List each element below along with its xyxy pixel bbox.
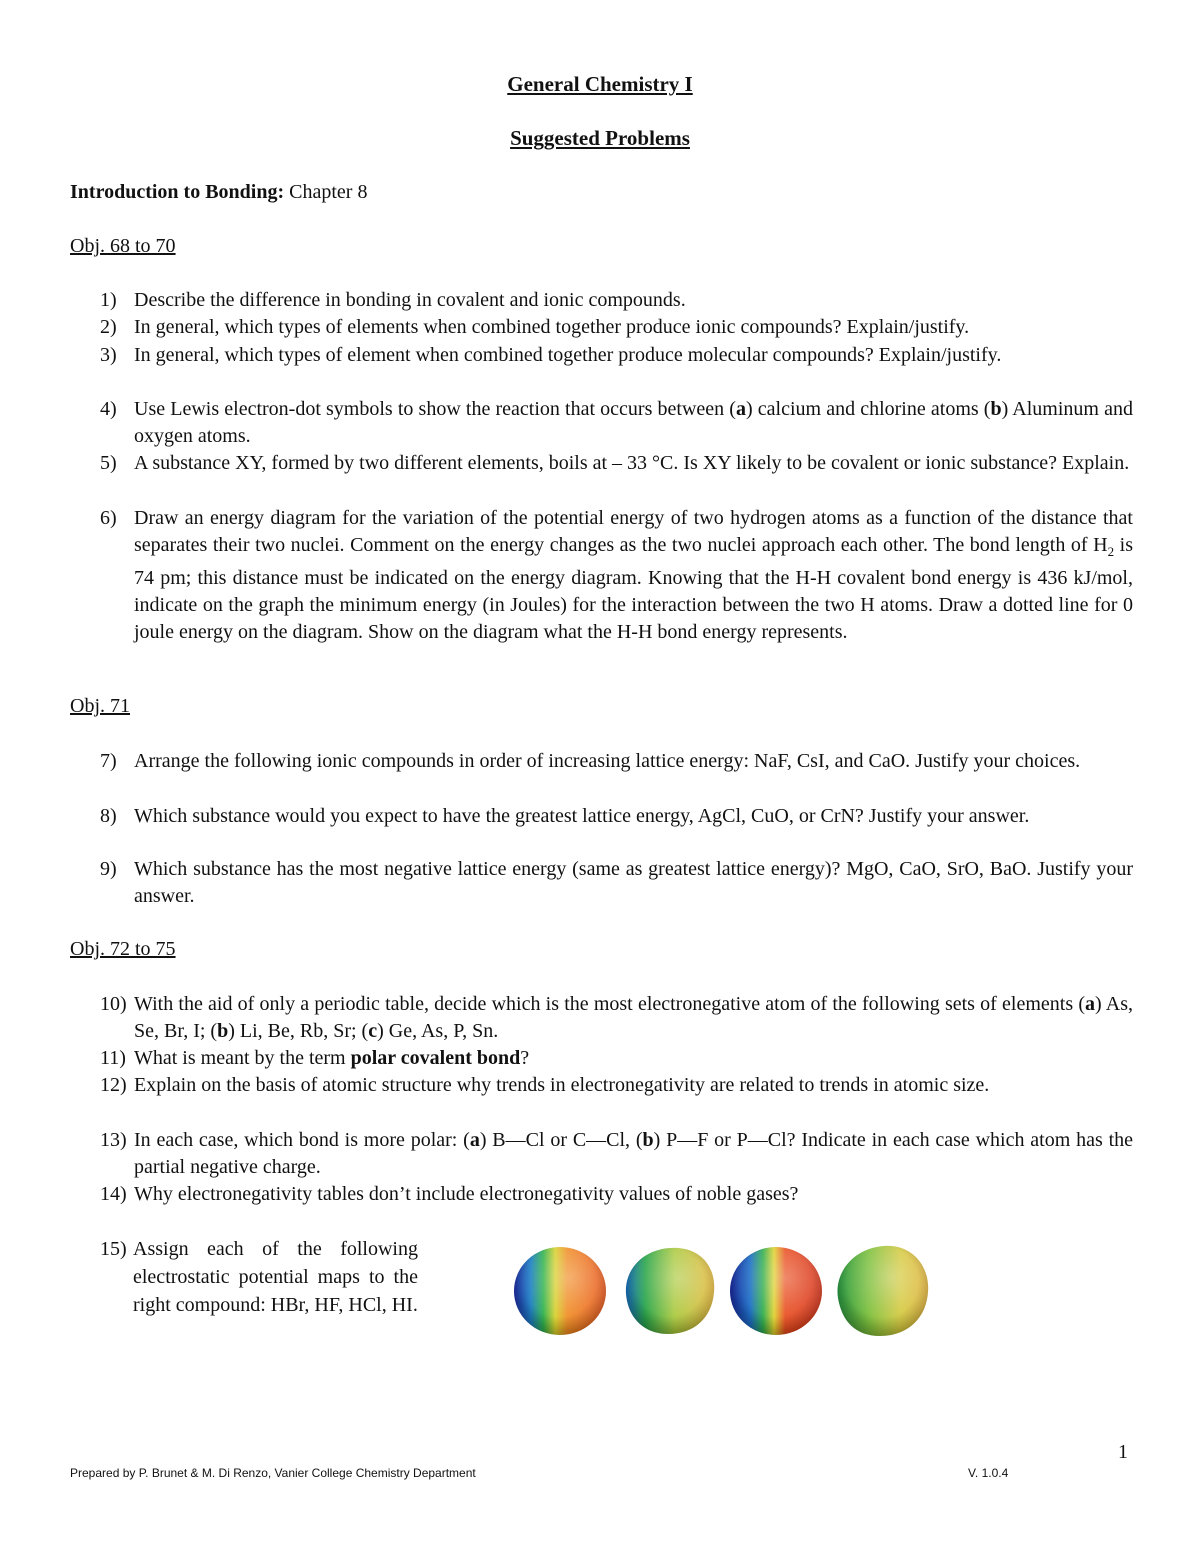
- question-number: 3): [100, 344, 117, 366]
- question-11: [100, 1045, 1133, 1072]
- question-text: Use Lewis electron-dot symbols to show the reaction that occurs between (a) calcium and chlorine atoms (b) Aluminum and oxygen atoms.: [134, 398, 1133, 447]
- question-text: Why electronegativity tables don’t include electronegativity values of noble gases?: [134, 1183, 799, 1205]
- question-text: What is meant by the term polar covalent bond?: [134, 1047, 530, 1069]
- question-9: [100, 856, 1133, 910]
- question-text: Explain on the basis of atomic structure why trends in electronegativity are related to trends in atomic size.: [134, 1074, 990, 1096]
- question-5: [100, 450, 1133, 477]
- question-3: [100, 342, 1133, 369]
- question-number: 6): [100, 507, 117, 529]
- question-8: [100, 803, 1133, 830]
- question-number: 13): [100, 1129, 127, 1151]
- question-6: [100, 505, 1133, 646]
- question-12: [100, 1072, 1133, 1099]
- potential-map-4: [837, 1246, 928, 1336]
- question-text: Arrange the following ionic compounds in order of increasing lattice energy: NaF, CsI, and CaO. Justify your choices.: [134, 750, 1081, 772]
- footer-version: V. 1.0.4: [968, 1466, 1009, 1480]
- question-text: In each case, which bond is more polar: (a) B—Cl or C—Cl, (b) P—F or P—Cl? Indicate in each case which atom has the partial negative charge.: [134, 1129, 1134, 1178]
- question-number: 5): [100, 452, 117, 474]
- chapter-value: Chapter 8: [289, 181, 368, 203]
- question-number: 15): [100, 1238, 127, 1260]
- question-text: Which substance has the most negative lattice energy (same as greatest lattice energy)? MgO, CaO, SrO, BaO. Justify your answer.: [134, 858, 1133, 907]
- question-14: [100, 1181, 1133, 1208]
- question-number: 7): [100, 750, 117, 772]
- question-number: 10): [100, 993, 127, 1015]
- question-10: [100, 991, 1133, 1045]
- chapter-label: Introduction to Bonding:: [70, 181, 285, 203]
- question-text: Assign each of the following electrostatic potential maps to the right compound: HBr, HF, HCl, HI.: [133, 1238, 418, 1316]
- question-number: 4): [100, 398, 117, 420]
- potential-map-2: [626, 1248, 714, 1334]
- question-text: In general, which types of element when combined together produce molecular compounds? Explain/justify.: [134, 344, 1002, 366]
- question-13: [100, 1127, 1133, 1181]
- course-title: General Chemistry I: [507, 72, 693, 96]
- question-number: 9): [100, 858, 117, 880]
- question-number: 14): [100, 1183, 127, 1205]
- question-number: 1): [100, 289, 117, 311]
- potential-map-1: [514, 1247, 606, 1335]
- question-text: In general, which types of elements when combined together produce ionic compounds? Explain/justify.: [134, 316, 970, 338]
- question-text: A substance XY, formed by two different elements, boils at – 33 °C. Is XY likely to be covalent or ionic substance? Explain.: [134, 452, 1130, 474]
- question-text: Which substance would you expect to have the greatest lattice energy, AgCl, CuO, or CrN? Justify your answer.: [134, 805, 1030, 827]
- question-text: Draw an energy diagram for the variation of the potential energy of two hydrogen atoms as a function of the distance that separates their two nuclei. Comment on the energy changes as the two nuclei approach each other. The bond length of $H_2$ is 74 pm; this distance must be indicated on the energy diagram. Knowing that the H-H covalent bond energy is 436 kJ/mol, indicate on the graph the minimum energy (in Joules) for the interaction between the two H atoms. Draw a dotted line for 0 joule energy on the diagram. Show on the diagram what the H-H bond energy represents.: [134, 507, 1133, 643]
- chapter-heading: [70, 181, 367, 204]
- potential-map-3: [730, 1247, 822, 1335]
- page-number: 1: [1118, 1441, 1128, 1463]
- electrostatic-potential-maps: [508, 1236, 938, 1344]
- question-7: [100, 748, 1133, 775]
- question-text: Describe the difference in bonding in covalent and ionic compounds.: [134, 289, 686, 311]
- question-text: With the aid of only a periodic table, decide which is the most electronegative atom of the following sets of elements (a) As, Se, Br, I; (b) Li, Be, Rb, Sr; (c) Ge, As, P, Sn.: [134, 993, 1133, 1042]
- question-number: 8): [100, 805, 117, 827]
- objective-heading-72-75: Obj. 72 to 75: [70, 938, 176, 960]
- page-subtitle: Suggested Problems: [510, 126, 690, 150]
- question-1: [100, 287, 1133, 314]
- question-number: 2): [100, 316, 117, 338]
- footer-prepared-by: Prepared by P. Brunet & M. Di Renzo, Vanier College Chemistry Department: [70, 1466, 476, 1480]
- question-2: [100, 314, 1133, 341]
- objective-heading-71: Obj. 71: [70, 695, 130, 717]
- objective-heading-68-70: Obj. 68 to 70: [70, 235, 176, 257]
- question-number: 12): [100, 1074, 127, 1096]
- question-4: [100, 396, 1133, 450]
- question-15: [100, 1235, 418, 1319]
- question-number: 11): [100, 1047, 126, 1069]
